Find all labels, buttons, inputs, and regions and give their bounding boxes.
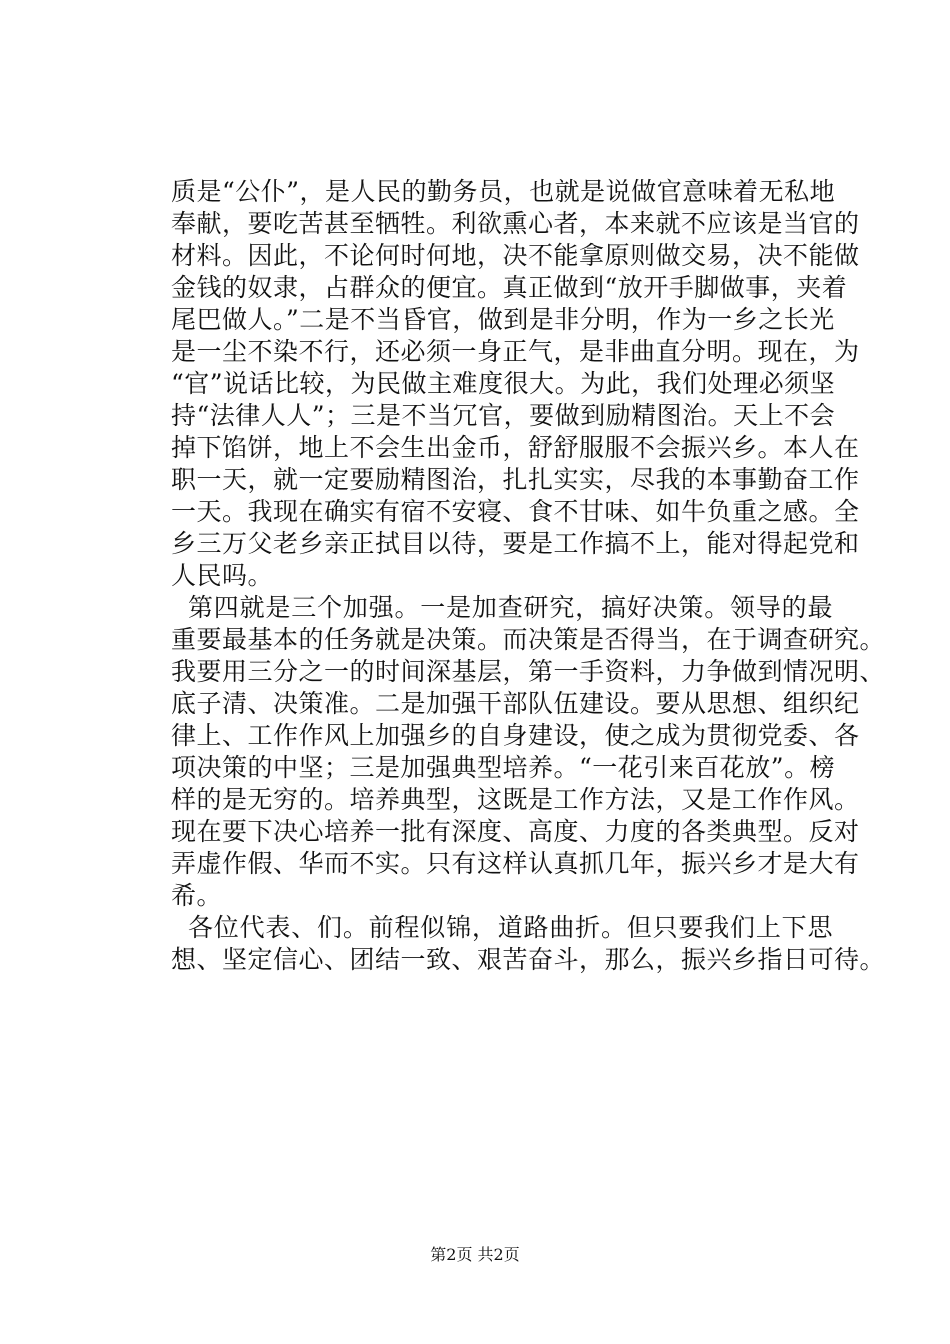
paragraph-start-line: 第四就是三个加强。一是加查研究，搞好决策。领导的最: [188, 593, 833, 622]
text-line: 律上、工作作风上加强乡的自身建设，使之成为贯彻党委、各: [171, 721, 860, 750]
text-line: 奉献，要吃苦甚至牺牲。利欲熏心者，本来就不应该是当官的: [171, 209, 860, 238]
text-line: 金钱的奴隶，占群众的便宜。真正做到“放开手脚做事，夹着: [171, 273, 848, 302]
text-line: 材料。因此，不论何时何地，决不能拿原则做交易，决不能做: [171, 241, 860, 270]
body-text: [171, 176, 886, 976]
text-line: 现在要下决心培养一批有深度、高度、力度的各类典型。反对: [171, 817, 860, 846]
text-line: 项决策的中坚；三是加强典型培养。“一花引来百花放”。榜: [171, 753, 836, 782]
text-line: 尾巴做人。”二是不当昏官，做到是非分明，作为一乡之长光: [171, 305, 835, 334]
text-line: 质是“公仆”，是人民的勤务员，也就是说做官意味着无私地: [171, 177, 836, 206]
text-line: 样的是无穷的。培养典型，这既是工作方法，又是工作作风。: [171, 785, 860, 814]
text-line: 职一天，就一定要励精图治，扎扎实实，尽我的本事勤奋工作: [171, 465, 860, 494]
text-line: 持“法律人人”；三是不当冗官，要做到励精图治。天上不会: [171, 401, 836, 430]
text-line: 想、坚定信心、团结一致、艰苦奋斗，那么，振兴乡指日可待。: [171, 945, 886, 974]
text-line: 人民吗。: [171, 561, 274, 590]
text-line: 是一尘不染不行，还必须一身正气，是非曲直分明。现在，为: [171, 337, 860, 366]
text-line: 底子清、决策准。二是加强干部队伍建设。要从思想、组织纪: [171, 689, 860, 718]
text-line: 弄虚作假、华而不实。只有这样认真抓几年，振兴乡才是大有: [171, 849, 860, 878]
text-line: 乡三万父老乡亲正拭目以待，要是工作搞不上，能对得起党和: [171, 529, 860, 558]
page-footer: [0, 1244, 950, 1266]
text-line: 一天。我现在确实有宿不安寝、食不甘味、如牛负重之感。全: [171, 497, 860, 526]
text-line: 我要用三分之一的时间深基层，第一手资料，力争做到情况明、: [171, 657, 886, 686]
page-number: 第2页 共2页: [430, 1245, 520, 1264]
paragraph-start-line: 各位代表、们。前程似锦，道路曲折。但只要我们上下思: [188, 913, 833, 942]
text-line: 希。: [171, 881, 223, 910]
text-line: 重要最基本的任务就是决策。而决策是否得当，在于调查研究。: [171, 625, 886, 654]
text-line: “官”说话比较，为民做主难度很大。为此，我们处理必须坚: [171, 369, 836, 398]
text-line: 掉下馅饼，地上不会生出金币，舒舒服服不会振兴乡。本人在: [171, 433, 860, 462]
